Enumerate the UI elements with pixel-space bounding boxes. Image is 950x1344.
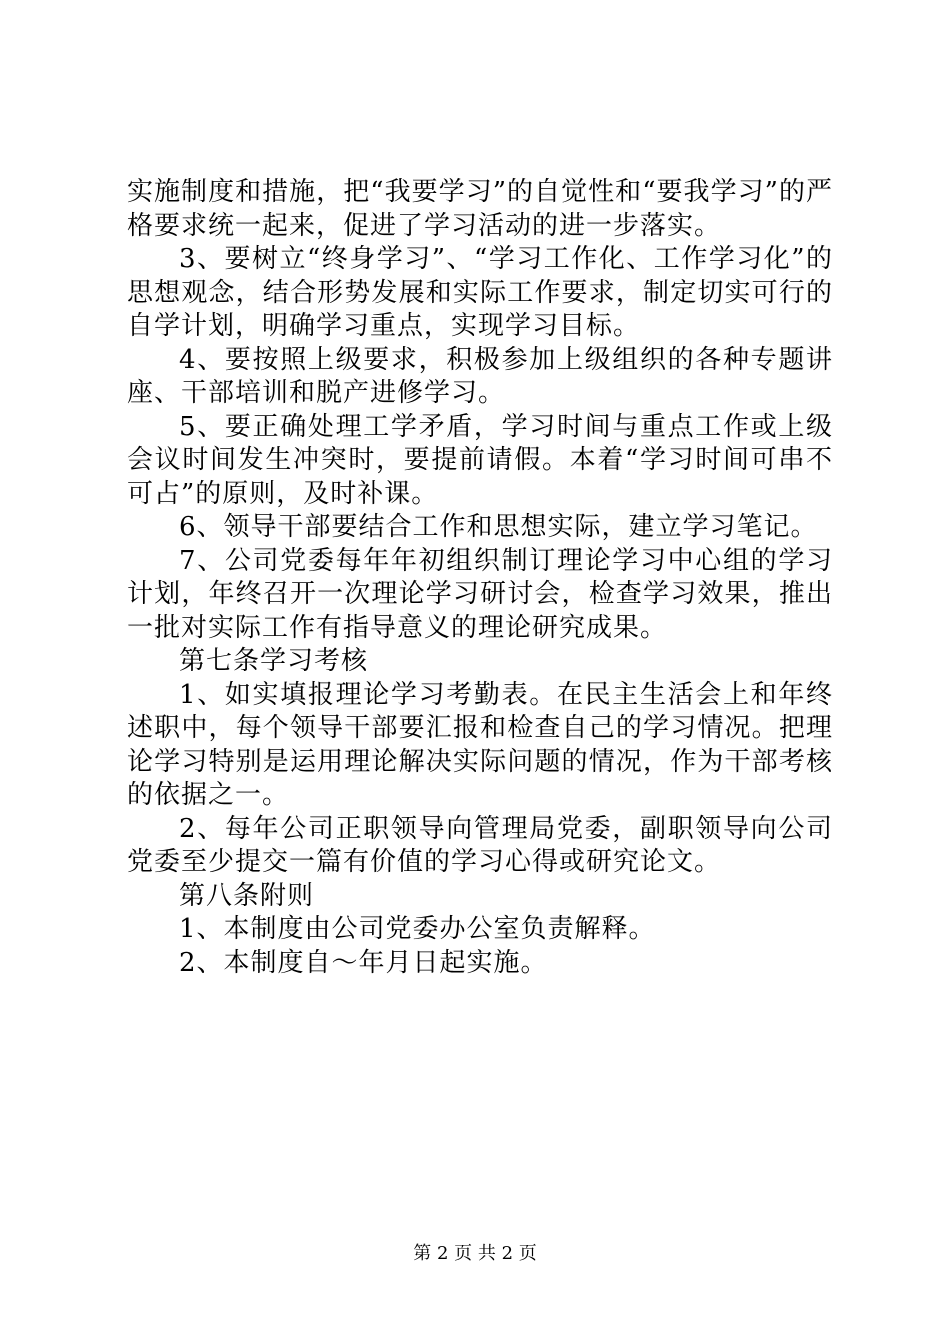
paragraph-assessment-2: 2、每年公司正职领导向管理局党委，副职领导向公司党委至少提交一篇有价值的学习心得或研究论文。 xyxy=(127,813,833,877)
section-heading-article-7: 第七条学习考核 xyxy=(179,646,369,676)
paragraph-supplementary-2: 2、本制度自～年月日起实施。 xyxy=(179,947,548,978)
paragraph-continuation: 实施制度和措施，把“我要学习”的自觉性和“要我学习”的严格要求统一起来，促进了学习活动的进一步落实。 xyxy=(127,177,833,241)
paragraph-item-6: 6、领导干部要结合工作和思想实际，建立学习笔记。 xyxy=(179,512,818,542)
paragraph-item-5: 5、要正确处理工学矛盾，学习时间与重点工作或上级会议时间发生冲突时，要提前请假。本着“学习时间可串不可占”的原则，及时补课。 xyxy=(127,411,833,509)
document-body xyxy=(127,176,833,980)
paragraph-supplementary-1: 1、本制度由公司党委办公室负责解释。 xyxy=(179,914,656,944)
section-heading-article-8: 第八条附则 xyxy=(179,880,315,911)
paragraph-item-7: 7、公司党委每年年初组织制订理论学习中心组的学习计划，年终召开一次理论学习研讨会，检查学习效果，推出一批对实际工作有指导意义的理论研究成果。 xyxy=(127,545,833,643)
paragraph-assessment-1: 1、如实填报理论学习考勤表。在民主生活会上和年终述职中，每个领导干部要汇报和检查自己的学习情况。把理论学习特别是运用理论解决实际问题的情况，作为干部考核的依据之一。 xyxy=(127,679,833,810)
paragraph-item-3: 3、要树立“终身学习”、“学习工作化、工作学习化”的思想观念，结合形势发展和实际工作要求，制定切实可行的自学计划，明确学习重点，实现学习目标。 xyxy=(127,244,833,341)
page-number-footer: 第 2 页 共 2 页 xyxy=(413,1243,537,1264)
paragraph-item-4: 4、要按照上级要求，积极参加上级组织的各种专题讲座、干部培训和脱产进修学习。 xyxy=(127,344,833,408)
